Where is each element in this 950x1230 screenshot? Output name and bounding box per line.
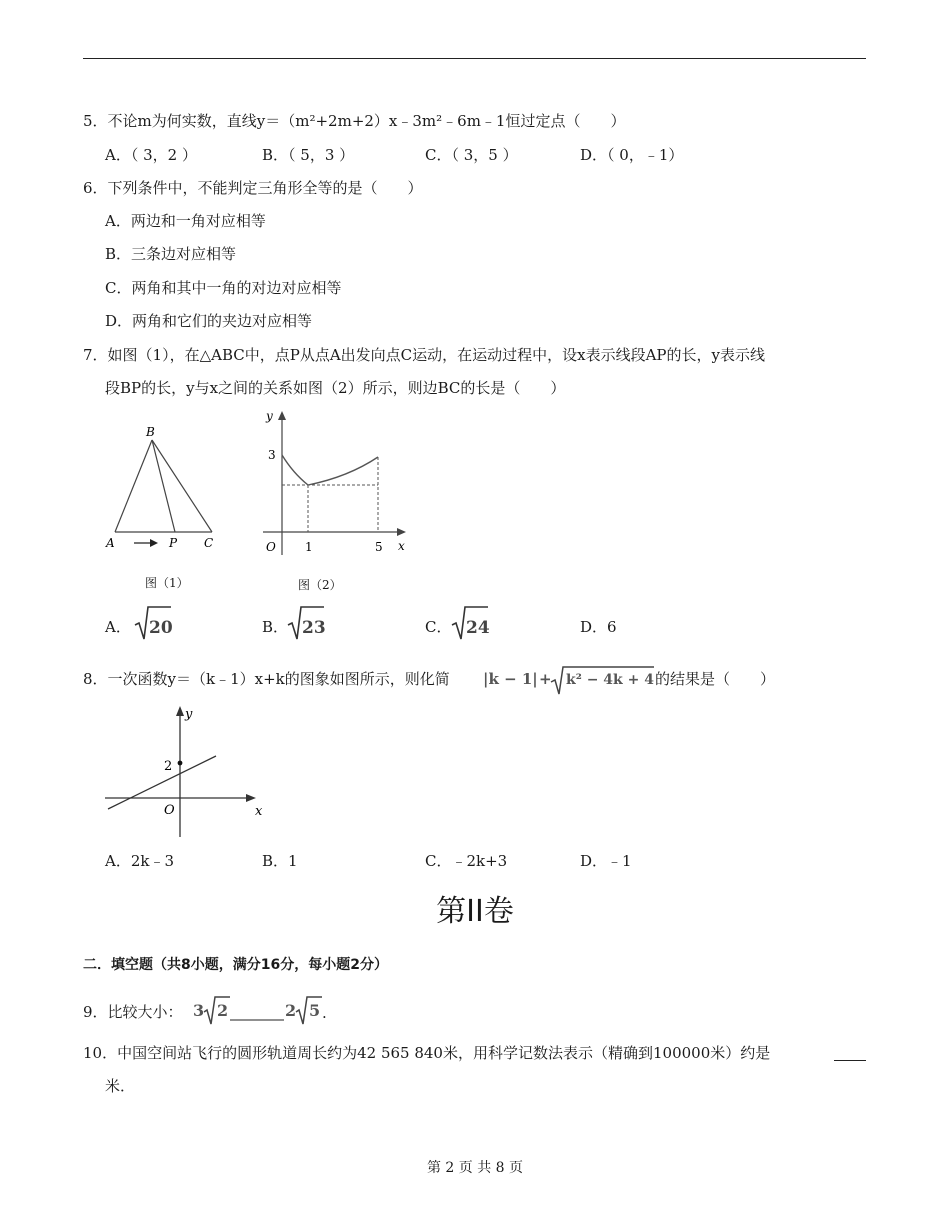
axis-y-label: y [266, 409, 273, 423]
q5-option-a[interactable]: A．（ 3，2 ） [105, 146, 197, 164]
figure-1-caption: 图（1） [145, 576, 189, 590]
question-number: 7． [83, 346, 108, 364]
q8-option-c[interactable]: C．﹣2k+3 [425, 852, 508, 870]
q7-option-a[interactable]: A． [105, 618, 131, 636]
label-p: P [169, 536, 178, 550]
origin-label: O [266, 540, 276, 554]
question-text: 下列条件中，不能判定三角形全等的是（ ） [107, 179, 423, 197]
q7-option-b[interactable]: B． [262, 618, 289, 636]
question-9 [83, 1002, 183, 1022]
question-number: 9． [83, 1003, 108, 1021]
question-8-tail: 的结果是（ ） [655, 670, 776, 688]
figure-2-graph [258, 405, 413, 560]
question-7-line-2 [105, 378, 565, 398]
question-number: 10． [83, 1044, 118, 1062]
question-number: 5． [83, 112, 108, 130]
svg-text:.: . [322, 1004, 327, 1022]
tick-3: 3 [268, 448, 276, 462]
section-title: 第II卷 [436, 894, 514, 929]
question-number: 8． [83, 670, 108, 688]
q8-option-a[interactable]: A．2k﹣3 [105, 852, 175, 870]
origin-label: O [164, 803, 175, 818]
question-10-line-2: 米． [105, 1077, 136, 1095]
sqrt-24 [450, 603, 490, 643]
q7-option-d[interactable]: D．6 [580, 618, 617, 636]
formula-abs-plus-sqrt [479, 664, 659, 696]
q6-option-d[interactable]: D．两角和它们的夹边对应相等 [105, 312, 313, 330]
svg-text:2: 2 [217, 1001, 229, 1020]
question-6 [83, 178, 423, 198]
svg-text:24: 24 [466, 618, 490, 638]
question-8 [83, 669, 450, 689]
q6-option-a[interactable]: A．两边和一角对应相等 [105, 212, 266, 230]
question-text: 不论m为何实数，直线y＝（m²+2m+2）x﹣3m²﹣6m﹣1恒过定点（ ） [107, 112, 626, 130]
q8-option-d[interactable]: D．﹣1 [580, 852, 632, 870]
sqrt-23 [286, 603, 326, 643]
question-text: 中国空间站飞行的圆形轨道周长约为42 565 840米，用科学记数法表示（精确到100000米）约是 [117, 1044, 771, 1062]
question-text: 一次函数y＝（k﹣1）x+k的图象如图所示，则化简 [107, 670, 450, 688]
label-c: C [204, 536, 214, 550]
tick-1: 1 [305, 540, 313, 554]
svg-text:3: 3 [193, 1001, 205, 1020]
figure-q8-graph [100, 700, 275, 840]
svg-text:5: 5 [309, 1001, 321, 1020]
header-rule [83, 58, 866, 59]
question-number: 6． [83, 179, 108, 197]
formula-compare [190, 994, 330, 1026]
svg-text:+: + [539, 670, 552, 688]
svg-text:k² − 4k + 4: k² − 4k + 4 [566, 672, 654, 688]
question-10 [83, 1043, 770, 1063]
question-5 [83, 111, 625, 131]
question-text: 比较大小： [107, 1003, 183, 1021]
svg-text:23: 23 [302, 618, 326, 638]
svg-text:|k − 1|: |k − 1| [483, 670, 538, 688]
axis-y-label: y [185, 707, 193, 722]
tick-5: 5 [375, 540, 383, 554]
question-text: 段BP的长，y与x之间的关系如图（2）所示，则边BC的长是（ ） [105, 379, 566, 397]
question-text: 如图（1），在△ABC中，点P从点A出发向点C运动，在运动过程中，设x表示线段AP的长，y表示线 [107, 346, 766, 364]
tick-2: 2 [164, 759, 173, 774]
label-b: B [146, 425, 155, 439]
question-7-line-1 [83, 345, 765, 365]
label-a: A [106, 536, 115, 550]
figure-1-triangle [100, 420, 230, 560]
sqrt-20 [133, 603, 173, 643]
section-subtitle: 二．填空题（共8小题，满分16分，每小题2分） [83, 957, 388, 973]
q8-option-b[interactable]: B．1 [262, 852, 298, 870]
axis-x-label: x [398, 539, 405, 553]
q5-option-b[interactable]: B．（ 5，3 ） [262, 146, 355, 164]
svg-text:2: 2 [285, 1001, 297, 1020]
q7-option-c[interactable]: C． [425, 618, 452, 636]
figure-2-caption: 图（2） [298, 578, 342, 592]
axis-x-label: x [255, 804, 263, 819]
q5-option-d[interactable]: D．（ 0，﹣1） [580, 146, 684, 164]
q6-option-b[interactable]: B．三条边对应相等 [105, 245, 237, 263]
svg-text:20: 20 [149, 618, 173, 638]
q5-option-c[interactable]: C．（ 3，5 ） [425, 146, 518, 164]
page-footer: 第 2 页 共 8 页 [426, 1160, 524, 1176]
answer-blank[interactable] [834, 1044, 866, 1061]
q6-option-c[interactable]: C．两角和其中一角的对边对应相等 [105, 279, 342, 297]
